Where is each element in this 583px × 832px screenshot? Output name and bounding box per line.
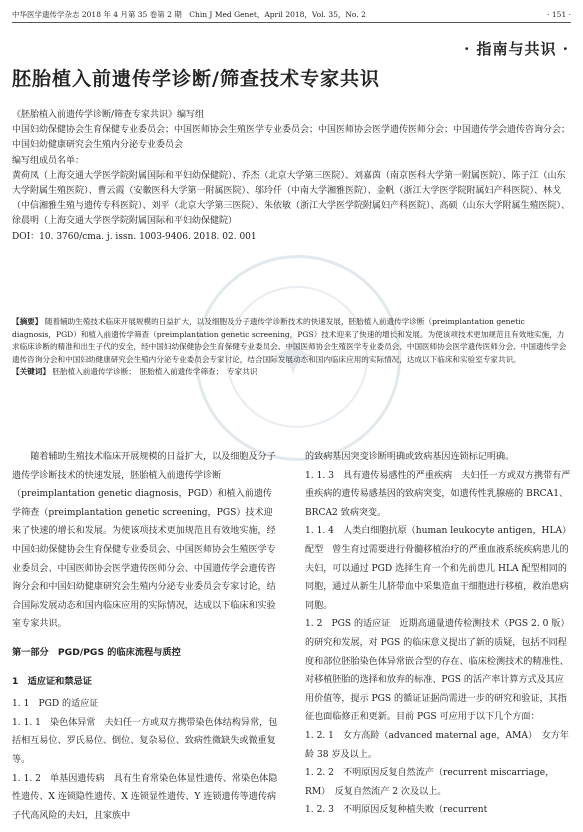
body-column-right [305,448,571,820]
abstract [12,316,570,379]
paragraph: 1. 2. 1 女方高龄（advanced maternal age，AMA） 女方年龄 38 岁及以上。 [305,730,569,760]
paragraph: 1. 1. 2 单基因遗传病 具有生育常染色体显性遗传、常染色体隐性遗传、X 连锁隐性遗传、X 连锁显性遗传、Y 连锁遗传等遗传病子代高风险的夫妇，且家族中 [12,773,278,821]
journal-citation: 中华医学遗传学杂志 2018 年 4 月第 35 卷第 2 期 Chin J Med Genet，April 2018，Vol. 35，No. 2 [12,10,366,19]
body-column-left [12,448,278,825]
paragraph: 的致病基因突变诊断明确或致病基因连锁标记明确。 [305,452,515,462]
paragraph: 1. 1. 3 具有遗传易感性的严重疾病 夫妇任一方或双方携带有严重疾病的遗传易感基因的致病突变，如遗传性乳腺癌的 BRCA1、BRCA2 致病突变。 [305,470,571,518]
writers-label: 编写组成员名单： [12,155,85,166]
paragraph: 1. 1. 1 染色体异常 夫妇任一方或双方携带染色体结构异常，包括相互易位、罗氏易位、倒位、复杂易位、致病性微缺失或微重复等。 [12,717,278,765]
authorship-line: 《胚胎植入前遗传学诊断/筛查专家共识》编写组 [12,110,205,120]
keywords: 胚胎植入前遗传学诊断； 胚胎植入前遗传学筛查； 专家共识 [52,367,258,377]
paragraph: 1. 2. 3 不明原因反复种植失败（recurrent [305,805,488,816]
paragraph: 1. 2 PGS 的适应证 近期高通量遗传检测技术（PGS 2. 0 版）的研究和发展，对 PGS 的临床意义提出了新的质疑，包括不同程度和部位胚胎染色体异常嵌合型的存在、临床检测技术的精准性、对移植胚胎的选择和放弃的标准、PGS 的活产率计算方式及其应用价值等，提示 PGS 的循证证据尚需进一步的研究和验证，其指征也面临修正和更新。目前 PGS 可应用于以下几个方面： [305,619,570,723]
abstract-label: 【摘要】 [12,317,43,326]
journal-header [12,8,571,23]
organizations: 中国妇幼保健协会生育保健专业委员会；中国医师协会生殖医学专业委员会；中国医师协会医学遗传医师分会；中国遗传学会遗传咨询分会；中国妇幼健康研究会生殖内分泌专业委员会 [12,125,571,151]
section-tag: · 指南与共识 · [464,40,569,58]
authorship-block [12,108,572,245]
section-heading: 1 适应证和禁忌证 [12,675,92,687]
star-icon: ✦ [268,322,319,392]
doi: DOI：10. 3760/cma. j. issn. 1003-9406. 2018. 02. 001 [12,231,257,242]
subsection-heading: 1. 1 PGD 的适应证 [12,699,99,710]
page-number: · 151 · [547,10,571,19]
paragraph: 1. 2. 2 不明原因反复自然流产（recurrent miscarriage，RM） 反复自然流产 2 次及以上。 [305,768,555,797]
part-heading: 第一部分 PGD/PGS 的临床流程与质控 [12,646,181,658]
keywords-label: 【关键词】 [12,367,50,377]
writers-list: 黄荷凤（上海交通大学医学院附属国际和平妇幼保健院）、乔杰（北京大学第三医院）、刘嘉茵（南京医科大学第一附属医院）、陈子江（山东大学附属生殖医院）、曹云霞（安徽医科大学第一附属医院）、邬玲仟（中南大学湘雅医院）、金帆（浙江大学医学院附属妇产科医院）、林戈（中信湘雅生殖与遗传专科医院）、刘平（北京大学第三医院）、朱依敏（浙江大学医学院附属妇产科医院）、高硕（山东大学附属生殖医院）、徐晨明（上海交通大学医学院附属国际和平妇幼保健院） [12,170,571,227]
abstract-text: 随着辅助生殖技术临床开展规模的日益扩大，以及细胞及分子遗传学诊断技术的快速发展，胚胎植入前遗传学诊断（preimplantation genetic diagnosis，PGD）和植入前遗传学筛查（preimplantation genetic screening，PGS）技术迎来了快速的增长和发展。为使该项技术更加规范且有效地实施，力求临床诊断的精准和出生子代的安全，经中国妇幼保健协会生育保健专业委员会、中国医师协会生殖医学专业委员会、中国医师协会医学遗传医师分会、中国遗传学会遗传咨询分会和中国妇幼健康研究会生殖内分泌专业委员会专家讨论，结合国际发展动态和国内临床应用的实际情况，达成以下临床和实验室专家共识。 [12,317,567,364]
intro-paragraph: 随着辅助生殖技术临床开展规模的日益扩大，以及细胞及分子遗传学诊断技术的快速发展，胚胎植入前遗传学诊断（preimplantation genetic diagnosis，PGD）和植入前遗传学筛查（preimplantation genetic screening，PGS）技术迎来了快速的增长和发展。为使该项技术更加规范且有效地实施，经中国妇幼保健协会生育保健专业委员会、中国医师协会生殖医学专业委员会、中国医师协会医学遗传医师分会、中国遗传学会遗传咨询分会和中国妇幼健康研究会生殖内分泌专业委员会专家讨论，结合国际发展动态和国内临床应用的实际情况，达成以下临床和实验室专家共识。 [12,452,276,630]
paragraph: 1. 1. 4 人类白细胞抗原（human leukocyte antigen，HLA）配型 曾生育过需要进行骨髓移植治疗的严重血液系统疾病患儿的夫妇，可以通过 PGD 选择生育一个和先前患儿 HLA 配型相同的同胞，通过从新生儿脐带血中采集造血干细胞进行移植，救治患病同胞。 [305,526,569,611]
article-title: 胚胎植入前遗传学诊断/筛查技术专家共识 [12,68,380,90]
